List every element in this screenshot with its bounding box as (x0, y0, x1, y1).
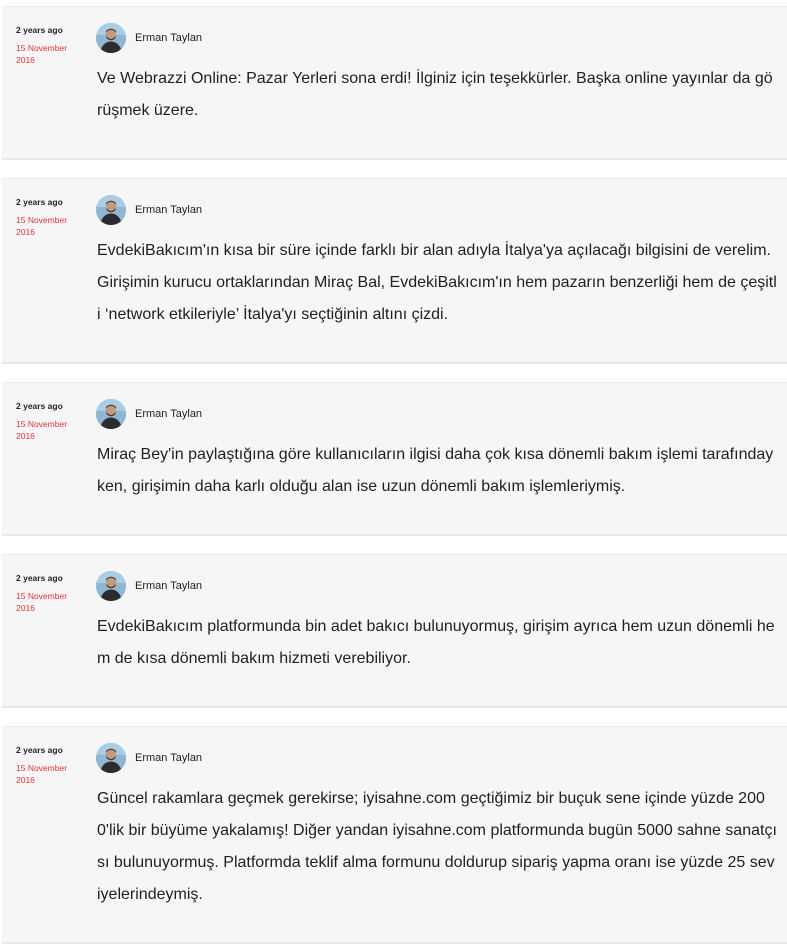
post-relative-time: 2 years ago (16, 745, 63, 755)
post-text: EvdekiBakıcım'ın kısa bir süre içinde farklı bir alan adıyla İtalya'ya açılacağı bilgisini de verelim. Girişimin kurucu ortaklarından Miraç Bal, EvdekiBakıcım'ın hem pazarın benzerliği hem de çeşitli ‘network etkileriyle’ İtalya'yı seçtiğinin altını çizdi. (97, 242, 777, 323)
post-author[interactable] (96, 571, 202, 601)
post-meta (16, 25, 86, 66)
avatar-image (96, 743, 126, 773)
avatar[interactable] (96, 399, 126, 429)
post-author[interactable] (96, 23, 202, 53)
author-name[interactable]: Erman Taylan (135, 408, 203, 420)
avatar[interactable] (96, 571, 126, 601)
avatar-image (96, 23, 126, 53)
post-text: Ve Webrazzi Online: Pazar Yerleri sona erdi! İlginiz için teşekkürler. Başka online yayınlar da görüşmek üzere. (97, 70, 773, 119)
post-date: 15 November 2016 (16, 763, 68, 785)
post-meta (16, 573, 86, 614)
live-post (2, 6, 787, 160)
author-name[interactable]: Erman Taylan (135, 32, 203, 44)
post-relative-time: 2 years ago (16, 197, 63, 207)
live-post (2, 554, 787, 708)
author-name[interactable]: Erman Taylan (135, 580, 203, 592)
post-text: Miraç Bey'in paylaştığına göre kullanıcıların ilgisi daha çok kısa dönemli bakım işlemi tarafındayken, girişimin daha karlı olduğu alan ise uzun dönemli bakım işlemleriymiş. (97, 446, 774, 495)
post-author[interactable] (96, 743, 202, 773)
post-relative-time: 2 years ago (16, 401, 63, 411)
avatar-image (96, 195, 126, 225)
post-meta (16, 745, 86, 786)
post-text: EvdekiBakıcım platformunda bin adet bakıcı bulunuyormuş, girişim ayrıca hem uzun dönemli hem de kısa dönemli bakım hizmeti verebiliyor. (97, 618, 775, 667)
post-author[interactable] (96, 399, 202, 429)
avatar-image (96, 399, 126, 429)
avatar-image (96, 571, 126, 601)
post-relative-time: 2 years ago (16, 25, 63, 35)
post-relative-time: 2 years ago (16, 573, 63, 583)
post-text: Güncel rakamlara geçmek gerekirse; iyisahne.com geçtiğimiz bir buçuk sene içinde yüzde 2000'lik bir büyüme yakalamış! Diğer yandan iyisahne.com platformunda bugün 5000 sahne sanatçısı bulunuyormuş. Platformda teklif alma formunu doldurup sipariş yapma oranı ise yüzde 25 seviyelerindeymiş. (97, 790, 777, 903)
post-date: 15 November 2016 (16, 591, 68, 613)
avatar[interactable] (96, 23, 126, 53)
live-post (2, 178, 787, 364)
avatar[interactable] (96, 195, 126, 225)
post-date: 15 November 2016 (16, 215, 68, 237)
author-name[interactable]: Erman Taylan (135, 752, 203, 764)
post-author[interactable] (96, 195, 202, 225)
post-date: 15 November 2016 (16, 419, 68, 441)
live-post (2, 382, 787, 536)
post-date: 15 November 2016 (16, 43, 68, 65)
post-meta (16, 401, 86, 442)
post-meta (16, 197, 86, 238)
live-post (2, 726, 787, 944)
avatar[interactable] (96, 743, 126, 773)
author-name[interactable]: Erman Taylan (135, 204, 203, 216)
